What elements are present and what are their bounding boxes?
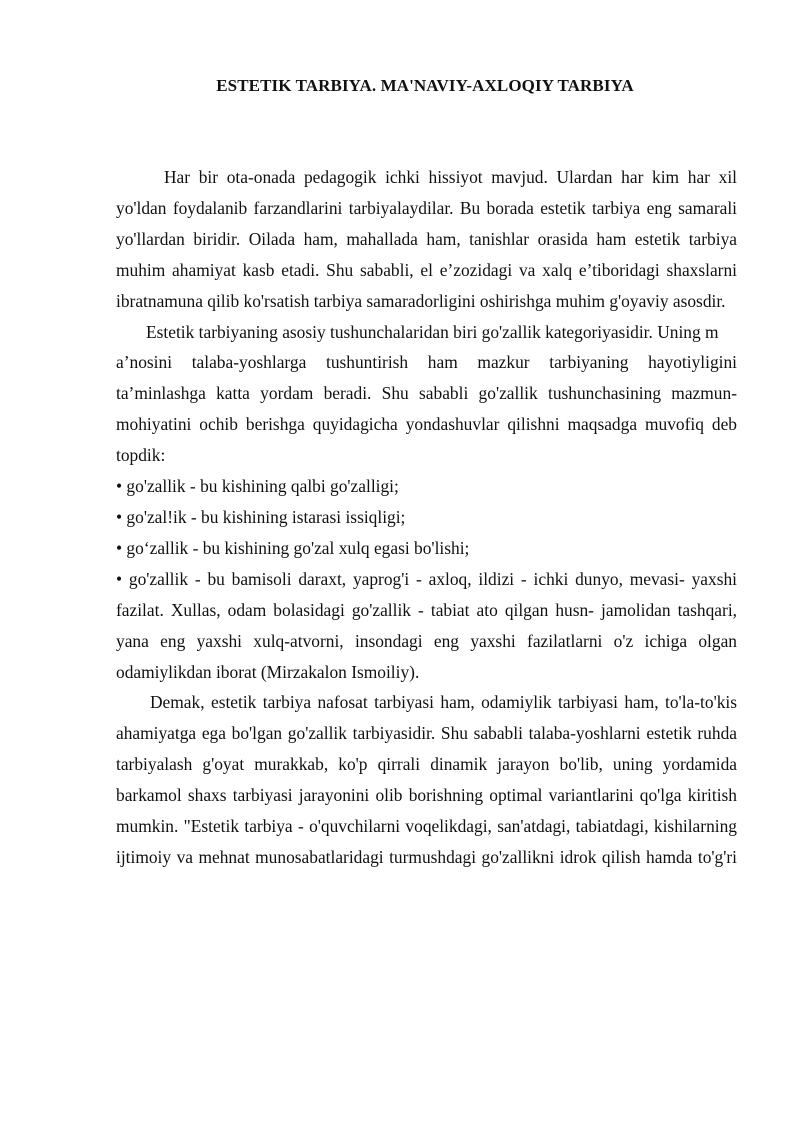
document-body	[116, 162, 737, 873]
bullet-item: • go'zallik - bu bamisoli daraxt, yaprog'i - axloq, ildizi - ichki dunyo, mevasi- yaxshi fazilat. Xullas, odam bolasidagi go'zallik - tabiat ato qilgan husn- jamolidan tashqari, yana eng yaxshi xulq-atvorni, insondagi eng yaxshi fazilatlarni o'z ichiga olgan odamiylikdan iborat (Mirzakalon Ismoiliy).	[116, 568, 737, 682]
paragraph-intro: Har bir ota-onada pedagogik ichki hissiyot mavjud. Ulardan har kim har xil yo'ldan foydalanib farzandlarini tarbiyalaydilar. Bu borada estetik tarbiya eng samarali yo'llardan biridir. Oilada ham, mahallada ham, tanishlar orasida ham estetik tarbiya muhim ahamiyat kasb etadi. Shu sababli, el e’zozidagi va xalq e’tiboridagi shaxslarni ibratnamuna qilib ko'rsatish tarbiya samaradorligini oshirishga muhim g'oyaviy asosdir.	[116, 167, 737, 311]
paragraph-conclusion: Demak, estetik tarbiya nafosat tarbiyasi ham, odamiylik tarbiyasi ham, to'la-to'kis ahamiyatga ega bo'lgan go'zallik tarbiyasidir. Shu sababli talaba-yoshlarni estetik ruhda tarbiyalash g'oyat murakkab, ko'p qirrali dinamik jarayon bo'lib, uning yordamida barkamol shaxs tarbiyasi jarayonini olib borishning optimal variantlarini qo'lga kiritish mumkin. "Estetik tarbiya - o'quvchilarni voqelikdagi, san'atdagi, tabiatdagi, kishilarning ijtimoiy va mehnat munosabatlaridagi turmushdagi go'zallikni idrok qilish hamda to'g'ri	[116, 692, 737, 867]
paragraph-beauty-category: Estetik tarbiyaning asosiy tushunchalaridan biri go'zallik kategoriyasidir. Uning m	[146, 321, 719, 342]
document-title: ESTETIK TARBIYA. MA'NAVIY-AXLOQIY TARBIYA	[216, 76, 634, 95]
bullet-item: • go'zallik - bu kishining qalbi go'zalligi;	[116, 476, 399, 497]
bullet-item: • go‘zallik - bu kishining go'zal xulq egasi bo'lishi;	[116, 537, 470, 558]
bullet-item: • go'zal!ik - bu kishining istarasi issiqligi;	[116, 506, 406, 527]
paragraph-meaning: a’nosini talaba-yoshlarga tushuntirish ham mazkur tarbiyaning hayotiyligini ta’minlashga katta yordam beradi. Shu sababli go'zallik tushunchasining mazmun-mohiyatini ochib berishga quyidagicha yondashuvlar qilishni maqsadga muvofiq deb topdik:	[116, 352, 737, 466]
